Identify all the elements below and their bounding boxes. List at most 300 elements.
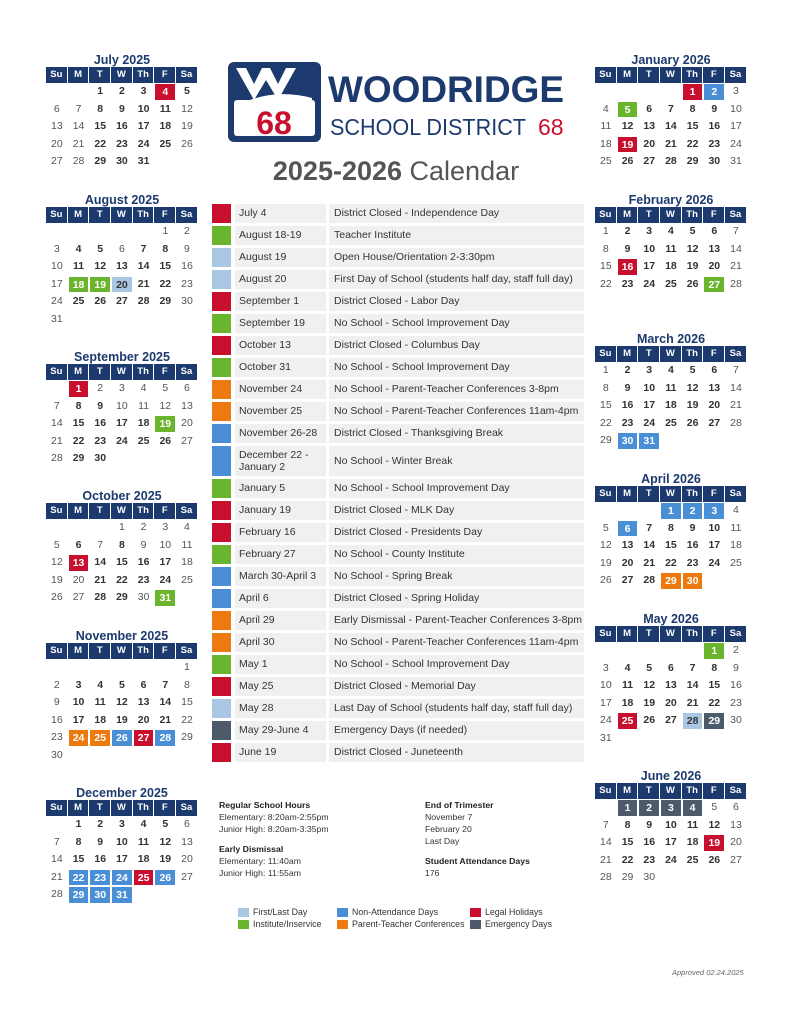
- calendar-day: 16: [643, 836, 656, 848]
- calendar-day: 1: [682, 83, 704, 101]
- weekday-header: M: [68, 643, 90, 659]
- calendar-day: 7: [733, 225, 739, 237]
- calendar-day: 3: [162, 521, 169, 533]
- calendar-day: 12: [181, 102, 193, 115]
- calendar-day: 5: [184, 85, 190, 97]
- calendar-day: 11: [665, 242, 677, 255]
- event-row: [212, 270, 584, 289]
- regular-hours-title: Regular School Hours: [219, 800, 311, 810]
- calendar-day: 2: [703, 83, 725, 101]
- calendar-day: 8: [162, 242, 169, 255]
- calendar-day: 21: [72, 137, 85, 150]
- event-row: [212, 567, 584, 586]
- calendar-day: 19: [89, 276, 111, 294]
- empty-day: [638, 83, 660, 101]
- calendar-day: 28: [72, 155, 85, 167]
- calendar-day: 6: [184, 382, 190, 394]
- calendar-day: 24: [51, 295, 63, 307]
- weekday-header: Sa: [725, 783, 747, 799]
- calendar-day: 17: [72, 713, 85, 726]
- weekday-header: W: [660, 626, 682, 642]
- event-description: District Closed - Memorial Day: [329, 677, 584, 696]
- weekday-header: Th: [133, 364, 155, 380]
- calendar-day: 28: [137, 295, 150, 307]
- calendar-day: 8: [624, 818, 631, 831]
- calendar-day: 26: [159, 434, 172, 447]
- calendar-day: 10: [708, 521, 721, 534]
- calendar-day: 9: [184, 242, 190, 255]
- calendar-day: 3: [660, 799, 682, 817]
- calendar-day: 23: [51, 731, 63, 743]
- event-date: March 30-April 3: [235, 567, 326, 586]
- event-color-swatch: [212, 204, 231, 223]
- calendar-grid: [595, 67, 747, 171]
- calendar-day: 4: [624, 661, 631, 674]
- weekday-header: Th: [133, 207, 155, 223]
- calendar-day: 4: [733, 504, 739, 516]
- weekday-header: Su: [46, 207, 68, 223]
- event-row: [212, 424, 584, 443]
- calendar-april-2026: [595, 472, 747, 590]
- calendar-day: 2: [638, 799, 660, 817]
- calendar-day: 11: [72, 260, 85, 272]
- event-color-swatch: [212, 699, 231, 718]
- calendar-day: 5: [97, 242, 104, 255]
- event-description: District Closed - Spring Holiday: [329, 589, 584, 608]
- calendar-day: 23: [621, 416, 634, 429]
- calendar-day: 25: [133, 869, 155, 887]
- weekday-header: T: [89, 800, 111, 816]
- calendar-day: 11: [600, 120, 612, 132]
- calendar-december-2025: [46, 786, 198, 904]
- calendar-day: 22: [94, 137, 107, 150]
- calendar-day: 11: [730, 521, 742, 534]
- event-color-swatch: [212, 567, 231, 586]
- calendar-day: 27: [181, 434, 193, 447]
- calendar-day: 8: [711, 661, 718, 674]
- event-row: [212, 589, 584, 608]
- calendar-day: 3: [75, 678, 82, 691]
- calendar-day: 30: [51, 748, 63, 761]
- weekday-header: F: [154, 207, 176, 223]
- event-description: No School - Parent-Teacher Conferences 11am-4pm: [329, 633, 584, 652]
- calendar-day: 15: [72, 417, 85, 429]
- event-description: District Closed - Labor Day: [329, 292, 584, 311]
- weekday-header: T: [638, 346, 660, 362]
- calendar-day: 14: [665, 120, 677, 132]
- weekday-header: T: [638, 207, 660, 223]
- calendar-day: 17: [159, 556, 172, 568]
- calendar-day: 8: [184, 678, 190, 691]
- calendar-day: 28: [643, 574, 656, 586]
- calendar-day: 13: [621, 539, 634, 551]
- event-date: September 19: [235, 314, 326, 333]
- calendar-day: 19: [181, 120, 193, 132]
- event-row: [212, 699, 584, 718]
- title-word: Calendar: [409, 156, 520, 186]
- calendar-day: 1: [75, 818, 82, 830]
- weekday-header: M: [617, 783, 639, 799]
- weekday-header: T: [89, 503, 111, 519]
- calendar-day: 27: [730, 853, 742, 866]
- empty-day: [133, 223, 155, 241]
- calendar-day: 16: [137, 556, 150, 568]
- calendar-day: 20: [665, 696, 677, 709]
- event-description: No School - Spring Break: [329, 567, 584, 586]
- calendar-day: 6: [667, 661, 674, 674]
- event-description: Last Day of School (students half day, staff full day): [329, 699, 584, 718]
- calendar-day: 8: [689, 102, 696, 115]
- calendar-day: 13: [708, 381, 721, 394]
- calendar-day: 28: [51, 888, 63, 900]
- calendar-day: 9: [97, 399, 104, 412]
- early-dismissal-title: Early Dismissal: [219, 844, 284, 854]
- calendar-day: 5: [617, 101, 639, 119]
- calendar-day: 1: [660, 502, 682, 520]
- calendar-day: 2: [97, 382, 104, 394]
- calendar-day: 30: [730, 714, 742, 726]
- calendar-day: 30: [643, 871, 656, 883]
- calendar-day: 18: [94, 713, 107, 726]
- weekday-header: T: [89, 67, 111, 83]
- calendar-day: 29: [600, 434, 612, 446]
- calendar-day: 29: [660, 572, 682, 590]
- calendar-day: 19: [600, 556, 612, 569]
- event-description: No School - Parent-Teacher Conferences 3-8pm: [329, 380, 584, 399]
- calendar-day: 26: [51, 591, 63, 603]
- event-row: [212, 721, 584, 740]
- event-date: September 1: [235, 292, 326, 311]
- event-color-swatch: [212, 743, 231, 762]
- empty-day: [595, 83, 617, 101]
- calendar-day: 8: [75, 835, 82, 848]
- weekday-header: Sa: [725, 486, 747, 502]
- weekday-header: M: [68, 800, 90, 816]
- event-date: May 25: [235, 677, 326, 696]
- event-color-swatch: [212, 270, 231, 289]
- event-color-swatch: [212, 721, 231, 740]
- calendar-day: 23: [730, 696, 742, 709]
- weekday-header: M: [68, 67, 90, 83]
- legend-parent-teacher: Parent-Teacher Conferences: [337, 919, 470, 929]
- weekday-header: W: [660, 67, 682, 83]
- calendar-day: 6: [53, 102, 60, 115]
- calendar-day: 29: [703, 712, 725, 730]
- calendar-day: 2: [682, 502, 704, 520]
- event-row: [212, 336, 584, 355]
- weekday-header: Sa: [725, 626, 747, 642]
- event-date: July 4: [235, 204, 326, 223]
- calendar-day: 18: [665, 260, 677, 272]
- event-color-swatch: [212, 424, 231, 443]
- weekday-header: Th: [682, 346, 704, 362]
- calendar-day: 23: [643, 853, 656, 866]
- attendance-days-value: 176: [425, 868, 440, 878]
- legend-swatch-institute: [238, 920, 249, 929]
- calendar-day: 19: [116, 713, 128, 726]
- weekday-header: W: [660, 486, 682, 502]
- event-description: First Day of School (students half day, staff full day): [329, 270, 584, 289]
- calendar-day: 27: [703, 276, 725, 294]
- calendar-day: 7: [140, 242, 147, 255]
- calendar-day: 3: [703, 502, 725, 520]
- calendar-day: 21: [51, 434, 63, 447]
- event-row: [212, 501, 584, 520]
- calendar-july-2025: [46, 53, 198, 171]
- empty-day: [595, 799, 617, 817]
- calendar-day: 9: [711, 102, 718, 115]
- calendar-day: 29: [68, 886, 90, 904]
- calendar-day: 1: [68, 380, 90, 398]
- calendar-day: 3: [646, 364, 653, 376]
- calendar-day: 15: [621, 836, 634, 848]
- event-row: [212, 479, 584, 498]
- event-description: Teacher Institute: [329, 226, 584, 245]
- calendar-day: 1: [617, 799, 639, 817]
- weekday-header: Sa: [176, 207, 198, 223]
- empty-day: [660, 642, 682, 660]
- calendar-grid: [595, 486, 747, 590]
- event-row: [212, 633, 584, 652]
- page-title: [236, 156, 556, 187]
- weekday-header: Su: [595, 346, 617, 362]
- calendar-day: 30: [181, 295, 193, 307]
- approved-date: Approved 02.24.2025: [672, 968, 744, 977]
- calendar-day: 6: [646, 102, 653, 115]
- calendar-grid: [46, 364, 198, 468]
- calendar-day: 27: [181, 870, 193, 883]
- weekday-header: F: [154, 503, 176, 519]
- calendar-day: 19: [51, 573, 63, 586]
- calendar-day: 20: [643, 137, 656, 150]
- calendar-day: 15: [686, 120, 699, 132]
- calendar-day: 18: [600, 137, 612, 150]
- calendar-day: 23: [621, 277, 634, 290]
- calendar-day: 12: [621, 120, 634, 132]
- calendar-day: 17: [116, 417, 128, 429]
- svg-text:68: 68: [538, 114, 564, 140]
- calendar-day: 25: [89, 729, 111, 747]
- weekday-header: W: [660, 346, 682, 362]
- calendar-day: 15: [159, 260, 172, 272]
- calendar-june-2026: [595, 769, 747, 887]
- calendar-day: 12: [600, 539, 612, 551]
- calendar-day: 7: [75, 102, 82, 115]
- empty-day: [111, 223, 133, 241]
- calendar-grid: [595, 783, 747, 887]
- weekday-header: Th: [682, 783, 704, 799]
- calendar-day: 12: [686, 242, 699, 255]
- calendar-day: 27: [621, 574, 634, 586]
- calendar-day: 11: [687, 818, 699, 831]
- empty-day: [617, 502, 639, 520]
- legend-legal-holidays: Legal Holidays: [470, 907, 543, 917]
- event-color-swatch: [212, 523, 231, 542]
- event-row: [212, 292, 584, 311]
- weekday-header: F: [703, 346, 725, 362]
- calendar-day: 17: [708, 539, 721, 551]
- calendar-day: 4: [184, 521, 190, 533]
- calendar-day: 21: [730, 260, 742, 272]
- calendar-title: April 2026: [641, 472, 701, 486]
- event-row: [212, 380, 584, 399]
- calendar-day: 26: [111, 729, 133, 747]
- calendar-day: 8: [118, 538, 125, 551]
- calendar-day: 30: [137, 591, 150, 603]
- weekday-header: Su: [595, 626, 617, 642]
- calendar-day: 11: [159, 102, 171, 115]
- calendar-day: 15: [600, 399, 612, 411]
- calendar-day: 26: [708, 853, 721, 866]
- calendar-day: 2: [624, 364, 631, 376]
- calendar-day: 18: [665, 399, 677, 411]
- attendance-days-title: Student Attendance Days: [425, 856, 530, 866]
- calendar-day: 20: [708, 399, 721, 411]
- calendar-day: 30: [89, 886, 111, 904]
- weekday-header: Su: [595, 486, 617, 502]
- calendar-day: 25: [617, 712, 639, 730]
- event-color-swatch: [212, 380, 231, 399]
- calendar-day: 12: [94, 260, 107, 272]
- event-row: [212, 226, 584, 245]
- calendar-day: 20: [51, 137, 63, 150]
- calendar-day: 15: [72, 853, 85, 865]
- school-hours-info: [219, 799, 329, 879]
- event-color-swatch: [212, 446, 231, 476]
- calendar-day: 14: [643, 539, 656, 551]
- calendar-day: 2: [624, 225, 631, 237]
- calendar-day: 10: [116, 835, 128, 848]
- weekday-header: Sa: [176, 503, 198, 519]
- calendar-day: 30: [116, 155, 128, 167]
- calendar-day: 2: [140, 521, 147, 533]
- calendar-day: 11: [665, 381, 677, 394]
- event-row: [212, 402, 584, 421]
- calendar-day: 5: [118, 678, 125, 691]
- calendar-day: 21: [600, 853, 612, 866]
- calendar-day: 10: [730, 102, 742, 115]
- event-color-swatch: [212, 402, 231, 421]
- calendar-day: 26: [686, 277, 699, 290]
- calendar-day: 23: [708, 137, 721, 150]
- empty-day: [133, 659, 155, 677]
- calendar-day: 6: [733, 801, 739, 813]
- calendar-day: 28: [51, 452, 63, 464]
- calendar-day: 1: [184, 661, 190, 673]
- weekday-header: Su: [46, 800, 68, 816]
- calendar-day: 22: [72, 434, 85, 447]
- calendar-september-2025: [46, 350, 198, 468]
- calendar-day: 27: [643, 155, 656, 167]
- calendar-day: 23: [137, 573, 150, 586]
- calendar-day: 27: [133, 729, 155, 747]
- calendar-day: 20: [181, 417, 193, 429]
- calendar-day: 31: [600, 731, 612, 744]
- calendar-day: 14: [72, 120, 85, 132]
- calendar-day: 11: [621, 679, 634, 691]
- calendar-day: 28: [94, 591, 107, 603]
- calendar-day: 9: [646, 818, 653, 831]
- empty-day: [89, 223, 111, 241]
- calendar-day: 4: [75, 242, 82, 255]
- calendar-day: 8: [97, 102, 104, 115]
- calendar-day: 16: [621, 399, 634, 411]
- empty-day: [617, 83, 639, 101]
- calendar-august-2025: [46, 193, 198, 328]
- calendar-grid: [46, 800, 198, 904]
- calendar-day: 10: [137, 102, 150, 115]
- event-row: [212, 611, 584, 630]
- calendar-day: 15: [665, 539, 677, 551]
- calendar-day: 17: [116, 853, 128, 865]
- weekday-header: Th: [133, 643, 155, 659]
- event-color-swatch: [212, 545, 231, 564]
- event-color-swatch: [212, 589, 231, 608]
- weekday-header: Su: [595, 783, 617, 799]
- weekday-header: Th: [682, 486, 704, 502]
- calendar-day: 19: [703, 834, 725, 852]
- calendar-day: 27: [116, 295, 128, 307]
- regular-hours-junior-high: Junior High: 8:20am-3:35pm: [219, 824, 329, 834]
- calendar-february-2026: [595, 193, 747, 293]
- calendar-day: 16: [730, 679, 742, 691]
- calendar-day: 19: [159, 853, 172, 865]
- weekday-header: Sa: [176, 643, 198, 659]
- calendar-day: 10: [643, 242, 656, 255]
- calendar-may-2026: [595, 612, 747, 747]
- calendar-day: 7: [53, 835, 60, 848]
- calendar-day: 29: [181, 731, 193, 743]
- weekday-header: Th: [133, 503, 155, 519]
- calendar-day: 18: [159, 120, 172, 132]
- calendar-day: 13: [665, 679, 677, 691]
- weekday-header: F: [703, 626, 725, 642]
- calendar-day: 13: [708, 242, 721, 255]
- calendar-day: 6: [75, 538, 82, 551]
- calendar-day: 13: [730, 818, 742, 831]
- event-date: August 19: [235, 248, 326, 267]
- calendar-day: 1: [162, 225, 169, 237]
- calendar-day: 21: [686, 696, 699, 709]
- calendar-day: 3: [140, 85, 147, 97]
- calendar-day: 1: [703, 642, 725, 660]
- calendar-day: 2: [53, 678, 60, 691]
- empty-day: [660, 83, 682, 101]
- calendar-day: 26: [94, 295, 107, 307]
- calendar-day: 6: [617, 520, 639, 538]
- calendar-day: 25: [730, 556, 742, 569]
- weekday-header: M: [68, 207, 90, 223]
- calendar-day: 14: [159, 696, 172, 708]
- calendar-title: March 2026: [636, 332, 706, 346]
- event-color-swatch: [212, 633, 231, 652]
- calendar-day: 12: [643, 679, 656, 691]
- weekday-header: W: [111, 364, 133, 380]
- legend-first-last: First/Last Day: [238, 907, 337, 917]
- calendar-day: 10: [72, 696, 85, 708]
- calendar-day: 24: [730, 137, 742, 150]
- calendar-day: 23: [94, 434, 107, 447]
- calendar-day: 5: [162, 818, 169, 830]
- event-date: May 29-June 4: [235, 721, 326, 740]
- weekday-header: W: [111, 643, 133, 659]
- event-description: No School - School Improvement Day: [329, 314, 584, 333]
- calendar-day: 15: [708, 679, 721, 691]
- calendar-day: 24: [600, 714, 612, 726]
- calendar-day: 21: [730, 399, 742, 411]
- calendar-day: 8: [602, 381, 609, 394]
- calendar-title: June 2026: [640, 769, 702, 783]
